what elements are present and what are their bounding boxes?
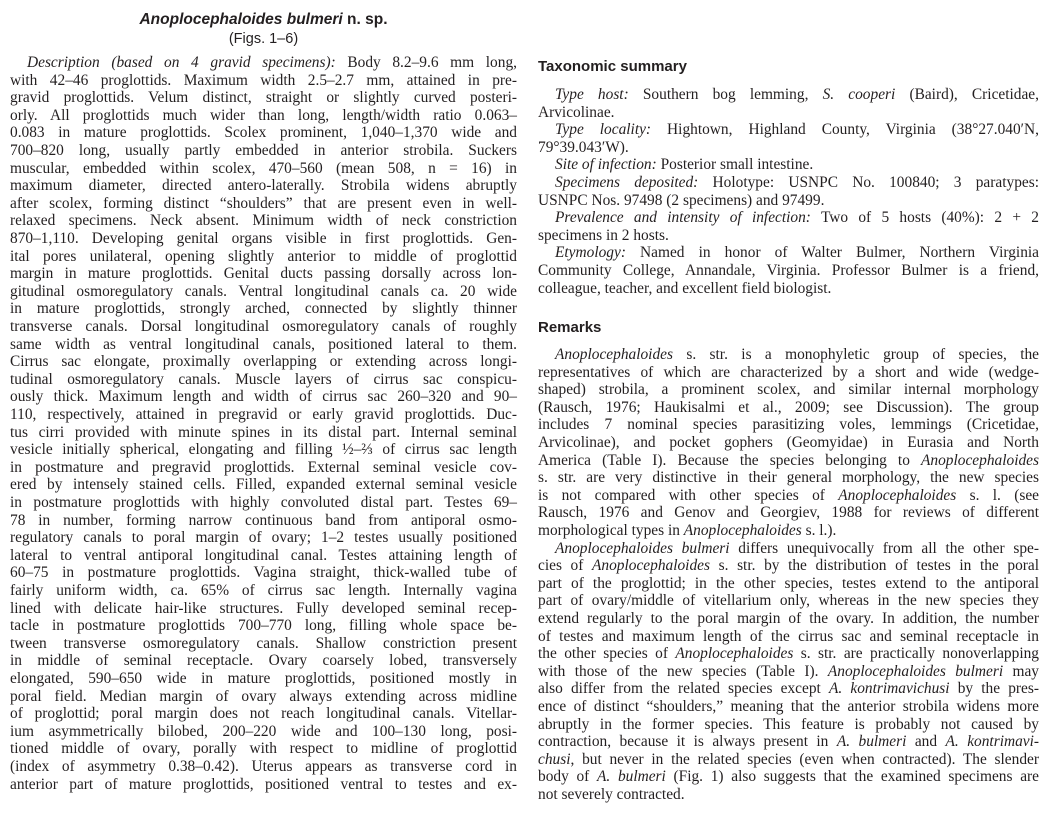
text-line <box>538 262 1039 279</box>
text: gitudinal osmoregulatory canals. Ventral longitudinal canals ca. 20 wide <box>10 282 517 300</box>
text-line <box>10 635 517 652</box>
text-line <box>10 89 517 106</box>
text-line <box>10 230 517 247</box>
text: tioned middle of ovary, porally with respect to midline of proglottid <box>10 740 517 758</box>
text-line <box>10 476 517 493</box>
text-line <box>538 174 1039 191</box>
text-line <box>10 160 517 177</box>
text: ously thick. Maximum length and width of cirrus sac 260–320 and 90– <box>10 388 517 406</box>
text: Named in honor of Walter Bulmer, Northern Virginia <box>625 244 1039 262</box>
text-line <box>10 688 517 705</box>
text: 700–820 long, usually partly embedded in anterior strobila. Suckers <box>10 142 517 159</box>
text: regulatory canals to poral margin of ovary; 1–2 testes usually positioned <box>10 529 517 547</box>
italic-text: Anoplocephaloides bulmeri <box>827 662 1004 680</box>
italic-text: A. bulmeri <box>836 733 907 751</box>
text-line <box>10 547 517 564</box>
text-line <box>538 645 1039 662</box>
text-line <box>10 318 517 335</box>
text: 870–1,110. Developing genital organs visible in first proglottids. Gen- <box>10 230 517 247</box>
text: representatives of which are characterized by a short and wide (wedge- <box>538 363 1039 381</box>
text: ium asymmetrically bilobed, 200–220 wide and 100–130 long, posi- <box>10 722 517 740</box>
text: differs unequivocally from all the other spe- <box>729 539 1039 557</box>
text-line <box>10 353 517 370</box>
text: with those of the new species (Table I). <box>538 662 828 680</box>
text: ital pores unilateral, opening slightly anterior to middle of proglottid <box>10 247 517 265</box>
text: 110, respectively, attained in pregravid or early gravid proglottids. Duc- <box>10 406 517 423</box>
text: tacle in postmature proglottids 700–770 long, filling whole space be- <box>10 617 517 635</box>
italic-text: S. cooperi <box>822 86 896 103</box>
text: (Rausch, 1976; Haukisalmi et al., 2009; see Discussion). The group <box>538 398 1039 416</box>
text: relaxed specimens. Neck absent. Minimum width of neck constriction <box>10 212 517 230</box>
text: with 42–46 proglottids. Maximum width 2.5–2.7 mm, attained in pre- <box>10 71 517 89</box>
text-line <box>538 628 1039 645</box>
italic-text: Anoplocephaloides bulmeri <box>555 539 730 557</box>
text-line <box>538 786 1039 803</box>
text: ered by intensely stained cells. Filled, expanded external seminal vesicle <box>10 476 517 494</box>
text: orly. All proglottids much wider than long, length/width ratio 0.063– <box>10 106 517 124</box>
text: includes 7 nominal species parasitizing voles, lemmings (Cricetidae, <box>538 416 1039 434</box>
text: 79°39.043′W). <box>538 138 629 156</box>
text-line <box>10 142 517 159</box>
text: s. str. is a monophyletic group of species, the <box>672 346 1039 363</box>
text: s. l. (see <box>956 486 1039 504</box>
text-line <box>538 346 1039 363</box>
text: is not compared with other species of <box>538 486 839 504</box>
text: fairly uniform width, ca. 65% of cirrus sac length. Internally vagina <box>10 582 517 599</box>
text-line <box>10 705 517 722</box>
italic-text: Anoplocephaloides <box>555 346 673 363</box>
text-line <box>538 156 1039 173</box>
text: in postmature proglottids with highly convoluted distal part. Testes 69– <box>10 494 517 511</box>
text: muscular, embedded within scolex, 470–560 (mean 508, n = 16) in <box>10 159 517 177</box>
text: Arvicolinae), and pocket gophers (Geomyidae) in Eurasia and North <box>538 434 1039 451</box>
text: in middle of seminal receptacle. Ovary coarsely lobed, transversely <box>10 652 517 670</box>
text: contraction, because it is always present in <box>538 733 837 751</box>
text-line <box>10 529 517 546</box>
text-line <box>10 177 517 194</box>
italic-text: A. kontrimavichusi <box>828 680 950 698</box>
text: Arvicolinae. <box>538 103 615 121</box>
italic-text: Site of infection: <box>555 156 657 174</box>
text-line <box>538 698 1039 715</box>
species-suffix: n. sp. <box>342 11 388 28</box>
text: Hightown, Highland County, Virginia (38°27.040′N, <box>651 121 1040 139</box>
text-line <box>538 381 1039 398</box>
text-line <box>10 758 517 775</box>
text: , but never in the related species (even when contracted). The slender <box>570 750 1039 768</box>
species-name: Anoplocephaloides bulmeri <box>139 11 343 28</box>
text: 60–75 in postmature proglottids. Vagina straight, thick-walled tube of <box>10 564 517 582</box>
text: morphological types in <box>538 522 684 539</box>
text: lined with delicate hair-like structures. Fully developed seminal recep- <box>10 599 517 617</box>
text-line <box>10 441 517 458</box>
text-line <box>538 121 1039 138</box>
text-line <box>538 504 1039 521</box>
text-line <box>538 192 1039 209</box>
text: Rausch, 1976 and Genov and Georgiev, 1988 for reviews of different <box>538 504 1039 522</box>
text-line <box>10 564 517 581</box>
text: USNPC Nos. 97498 (2 specimens) and 97499. <box>538 191 825 209</box>
text: (Baird), Cricetidae, <box>895 86 1039 103</box>
text-line <box>538 522 1039 539</box>
italic-text: Anoplocephaloides <box>683 522 802 539</box>
text-line <box>538 139 1039 156</box>
text-line <box>538 452 1039 469</box>
italic-text: Type host: <box>555 86 629 103</box>
text-line <box>538 557 1039 574</box>
text-line <box>538 280 1039 297</box>
text: ence of distinct “shoulders,” meaning that the anterior strobila widens more <box>538 698 1039 715</box>
text-line <box>10 424 517 441</box>
text: after scolex, forming distinct “shoulders” that are present even in well- <box>10 194 517 212</box>
text: specimens in 2 hosts. <box>538 226 669 244</box>
text-line <box>538 86 1039 103</box>
italic-text: Anoplocephaloides <box>921 451 1039 469</box>
text-line <box>538 733 1039 750</box>
text-line <box>10 265 517 282</box>
text: tudinal osmoregulatory canals. Muscle layers of cirrus sac conspicu- <box>10 370 517 388</box>
italic-text: Anoplocephaloides <box>838 486 957 504</box>
italic-text: Anoplocephaloides <box>675 645 794 663</box>
italic-text: Specimens deposited: <box>555 174 699 191</box>
text-line <box>538 680 1039 697</box>
text: lateral to ventral antiporal longitudinal canal. Testes attaining length of <box>10 546 517 564</box>
text-line <box>10 336 517 353</box>
text: abruptly in the former species. This feature is probably not caused by <box>538 715 1039 733</box>
text-line <box>10 723 517 740</box>
text: Cirrus sac elongate, proximally overlapping or extending across longi- <box>10 353 517 371</box>
text-line <box>10 600 517 617</box>
text: the other species of <box>538 645 676 663</box>
text-line <box>10 388 517 405</box>
text-line <box>538 592 1039 609</box>
text-line <box>538 540 1039 557</box>
text-line <box>10 195 517 212</box>
text-line <box>10 652 517 669</box>
text: also differ from the related species except <box>538 680 829 698</box>
text: may <box>1003 662 1039 680</box>
text-line <box>538 244 1039 261</box>
text: in mature proglottids, strongly arched, connected by slightly thinner <box>10 300 517 318</box>
text-line <box>538 663 1039 680</box>
text-line <box>538 768 1039 785</box>
italic-text: Etymology: <box>555 244 626 262</box>
italic-text: chusi <box>538 750 571 768</box>
text-line <box>10 72 517 89</box>
remarks-heading: Remarks <box>538 319 602 336</box>
italic-text: A. kontrimavi- <box>945 733 1040 751</box>
text: same width as ventral longitudinal canals, positioned lateral to them. <box>10 335 517 353</box>
text: of proglottid; poral margin does not reach longitudinal canals. Vitellar- <box>10 705 517 723</box>
text: Southern bog lemming, <box>628 86 823 103</box>
text: part of the proglottid; in the other species, testes extend to the antiporal <box>538 574 1039 592</box>
text: and <box>906 733 946 751</box>
text-line <box>538 487 1039 504</box>
text: s. str. are very distinctive in their general morphology, the new species <box>538 469 1039 487</box>
text-line <box>10 248 517 265</box>
text: body of <box>538 768 597 786</box>
text-line <box>10 300 517 317</box>
text-line <box>10 107 517 124</box>
text: anterior part of mature proglottids, positioned ventral to testes and ex- <box>10 775 517 793</box>
italic-text: Description (based on 4 gravid specimens): <box>27 54 336 71</box>
text: elongated, 590–650 wide in mature proglottids, positioned mostly in <box>10 670 517 687</box>
text-line <box>538 227 1039 244</box>
italic-text: Prevalence and intensity of infection: <box>555 209 811 227</box>
text-line <box>10 494 517 511</box>
text-line <box>10 283 517 300</box>
text-line <box>10 617 517 634</box>
text-line <box>10 371 517 388</box>
text: s. l.). <box>801 522 837 539</box>
text-line <box>538 104 1039 121</box>
italic-text: Type locality: <box>555 121 652 139</box>
text-line <box>10 406 517 423</box>
text: colleague, teacher, and excellent field biologist. <box>538 279 832 297</box>
text: cies of <box>538 557 592 575</box>
figures-reference: (Figs. 1–6) <box>228 31 299 47</box>
text: not severely contracted. <box>538 786 685 803</box>
text: by the pres- <box>949 680 1039 698</box>
text: Body 8.2–9.6 mm long, <box>335 54 517 71</box>
text-line <box>10 776 517 793</box>
text-line <box>10 124 517 141</box>
text-line <box>538 209 1039 226</box>
text-line <box>10 512 517 529</box>
text: (index of asymmetry 0.38–0.42). Uterus appears as transverse cord in <box>10 758 517 775</box>
text-line <box>538 610 1039 627</box>
text: vesicle initially spherical, elongating and filling ½–⅔ of cirrus sac length <box>10 441 517 459</box>
text-line <box>10 582 517 599</box>
italic-text: A. bulmeri <box>597 768 666 786</box>
text: maximum diameter, directed antero-laterally. Strobila widens abruptly <box>10 177 517 195</box>
text: America (Table I). Because the species belonging to <box>538 451 922 469</box>
text: 0.083 in mature proglottids. Scolex prominent, 1,040–1,370 wide and <box>10 124 517 142</box>
text-line <box>10 740 517 757</box>
text: Holotype: USNPC No. 100840; 3 paratypes: <box>698 174 1039 191</box>
text-line <box>538 434 1039 451</box>
text: part of ovary/middle of vitellarium only, whereas in the new species they <box>538 592 1039 610</box>
text: Two of 5 hosts (40%): 2 + 2 <box>810 209 1039 227</box>
text: extend regularly to the poral margin of the ovary. In addition, the number <box>538 610 1039 627</box>
text: tween transverse osmoregulatory canals. Shallow constriction present <box>10 634 517 652</box>
text: 78 in number, forming narrow continuous band from antiporal osmo- <box>10 511 517 529</box>
text: Posterior small intestine. <box>656 156 814 174</box>
text-line <box>538 469 1039 486</box>
text: tus cirri provided with minute spines in its distal part. Internal seminal <box>10 423 517 441</box>
text: (Fig. 1) also suggests that the examined specimens are <box>665 768 1039 786</box>
text-line <box>538 416 1039 433</box>
text: s. str. by the distribution of testes in the poral <box>709 557 1039 575</box>
text-line <box>538 751 1039 768</box>
text-line <box>538 364 1039 381</box>
text: poral field. Median margin of ovary always extending across midline <box>10 687 517 705</box>
text-line <box>538 399 1039 416</box>
text-line <box>10 459 517 476</box>
italic-text: Anoplocephaloides <box>592 557 710 575</box>
text: transverse canals. Dorsal longitudinal osmoregulatory canals of roughly <box>10 318 517 335</box>
text: s. str. are practically nonoverlapping <box>793 645 1039 663</box>
text-line <box>538 575 1039 592</box>
text-line <box>10 670 517 687</box>
text: margin in mature proglottids. Genital ducts passing dorsally across lon- <box>10 265 517 283</box>
text: Community College, Annandale, Virginia. Professor Bulmer is a friend, <box>538 262 1039 279</box>
text: gravid proglottids. Velum distinct, straight or slightly curved posteri- <box>10 89 517 107</box>
text-line <box>538 716 1039 733</box>
species-title <box>10 11 517 29</box>
text-line <box>10 212 517 229</box>
text-line <box>10 54 517 71</box>
text: in postmature and pregravid proglottids. External seminal vesicle cov- <box>10 458 517 476</box>
taxonomic-summary-heading: Taxonomic summary <box>538 58 687 75</box>
text: shaped) strobila, a prominent scolex, and similar internal morphology <box>538 381 1039 399</box>
text: of testes and maximum length of the cirrus sac and seminal receptacle in <box>538 627 1039 645</box>
